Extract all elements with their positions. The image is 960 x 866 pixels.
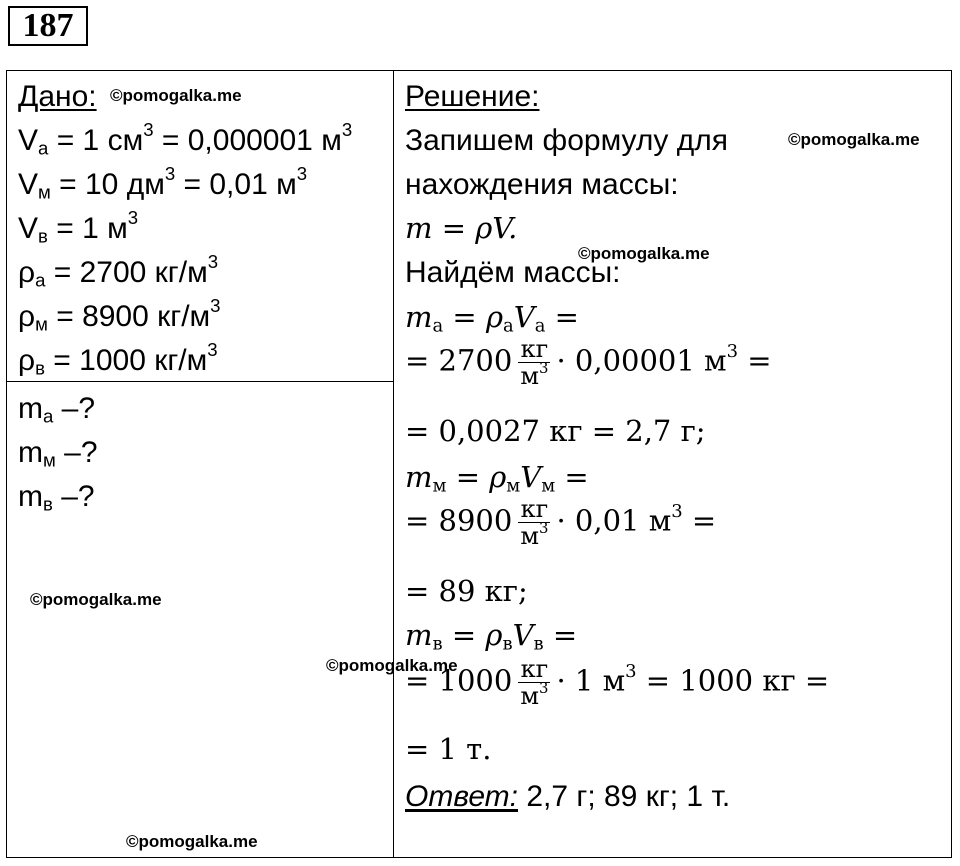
result-a: = 0,0027 кг = 2,7 г; xyxy=(405,414,706,448)
result-m: = 89 кг; xyxy=(405,574,528,608)
density-unit-fraction: $\frac{кг}{м^3}$ xyxy=(520,495,549,550)
mass-equation-a: $m_а = \rho_аV_а$ = xyxy=(405,300,579,337)
problem-number: 187 xyxy=(8,6,88,46)
given-line: $V_м = 10$ $дм^3 = 0,01$ $м^3$ xyxy=(18,163,308,203)
density-unit-fraction: $\frac{кг}{м^3}$ xyxy=(520,655,549,710)
mass-equation-v: $m_в = \rho_вV_в$ = xyxy=(405,618,578,655)
mass-equation-m: $m_м = \rho_мV_м$ = xyxy=(405,460,589,497)
find-masses-text: Найдём массы: xyxy=(405,256,621,289)
column-divider xyxy=(393,70,394,858)
watermark: ©pomogalka.me xyxy=(110,86,242,105)
given-line: $\rho_м = 8900$ $кг/м^3$ xyxy=(18,295,221,335)
given-line: $V_а = 1$ $см^3 = 0,000001$ $м^3$ xyxy=(18,119,353,159)
density-unit-fraction: $\frac{кг}{м^3}$ xyxy=(520,335,549,390)
solution-header: Решение: xyxy=(405,80,540,113)
find-line: $m_м$ –? xyxy=(18,436,98,471)
given-line: $V_в = 1$ $м^3$ xyxy=(18,207,139,247)
answer-line: Ответ: 2,7 г; 89 кг; 1 т. xyxy=(405,780,731,813)
find-line: $m_в$ –? xyxy=(18,480,95,515)
watermark: ©pomogalka.me xyxy=(30,590,162,609)
calculation-a: = 2700 $\frac{кг}{м^3}$ · 0,00001 $м^3$ = xyxy=(405,335,772,390)
solution-intro: нахождения массы: xyxy=(405,168,679,201)
watermark: ©pomogalka.me xyxy=(326,656,458,675)
calculation-v: = 1000 $\frac{кг}{м^3}$ · 1 $м^3 = 1000$ кг = xyxy=(405,655,830,710)
given-line: $\rho_а = 2700$ $кг/м^3$ xyxy=(18,251,219,291)
watermark: ©pomogalka.me xyxy=(578,244,710,263)
watermark: ©pomogalka.me xyxy=(126,832,258,851)
given-line: $\rho_в = 1000$ $кг/м^3$ xyxy=(18,339,218,379)
watermark: ©pomogalka.me xyxy=(788,130,920,149)
given-find-divider xyxy=(6,381,394,382)
given-header: Дано: xyxy=(18,80,97,113)
calculation-m: = 8900 $\frac{кг}{м^3}$ · 0,01 $м^3$ = xyxy=(405,495,717,550)
find-line: $m_а$ –? xyxy=(18,392,96,427)
solution-intro: Запишем формулу для xyxy=(405,124,728,157)
mass-formula: m = ρV. xyxy=(405,211,518,245)
result-v: = 1 т. xyxy=(405,732,492,766)
